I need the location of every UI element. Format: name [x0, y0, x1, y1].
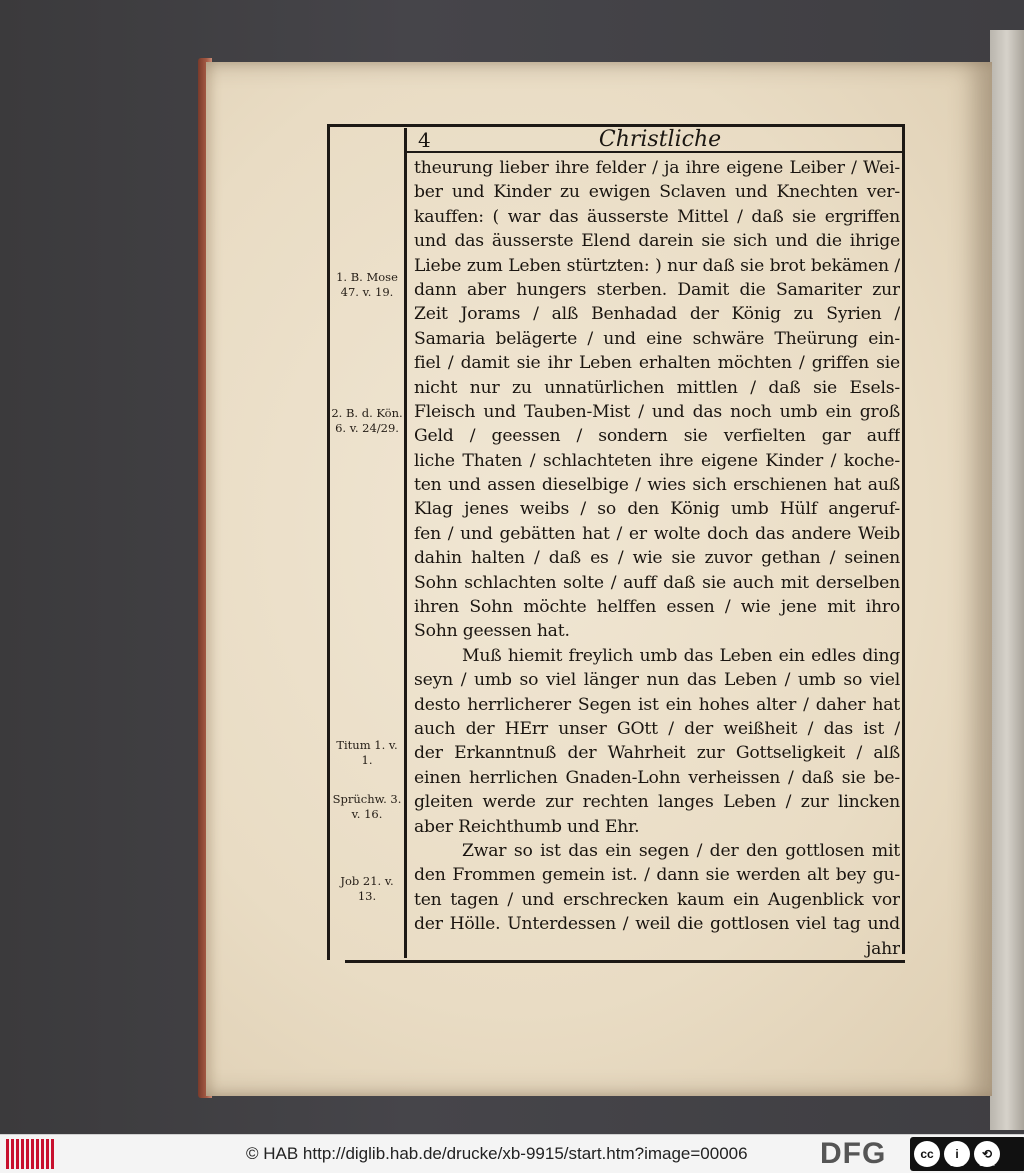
text-line: ihren Sohn möchte helffen essen / wie jene mit ihro	[414, 597, 900, 618]
text-line: aber Reichthumb und Ehr.	[414, 816, 640, 837]
text-line: und das äusserste Elend darein sie sich und die ihrige	[414, 231, 900, 252]
margin-note	[330, 792, 404, 822]
margin-note	[330, 406, 404, 436]
attribution-link[interactable]: © HAB http://diglib.hab.de/drucke/xb-9915/start.htm?image=00006	[246, 1144, 748, 1163]
page-number: 4	[418, 128, 431, 152]
margin-note-line: 2. B. d. Kön.	[331, 406, 403, 420]
text-line: der Hölle. Unterdessen / weil die gottlosen viel tag und	[414, 914, 900, 935]
text-line: fiel / damit sie ihr Leben erhalten möchten / griffen sie	[414, 353, 900, 374]
text-line: Zwar so ist das ein segen / der den gottlosen mit	[462, 840, 900, 861]
margin-note-line: v. 16.	[351, 807, 383, 821]
text-line: nicht nur zu unnatürlichen mittlen / daß sie Esels-	[414, 377, 900, 398]
text-line: Samaria belägerte / und eine schwäre Theürung ein-	[414, 328, 900, 349]
text-line: dann aber hungers sterben. Damit die Samariter zur	[414, 279, 900, 300]
text-line: ber und Kinder zu ewigen Sclaven und Knechten ver-	[414, 182, 900, 203]
text-line: ten und assen dieselbige / wies sich erschienen hat auß	[414, 475, 900, 496]
text-line: Klag jenes weibs / so den König umb Hülf angeruf-	[414, 499, 900, 520]
running-head: Christliche	[598, 127, 722, 152]
next-page-edge	[990, 30, 1024, 1130]
margin-note-line: 6. v. 24/29.	[335, 421, 399, 435]
text-line: seyn / umb so viel länger nun das Leben / umb so viel	[414, 670, 900, 691]
cc-icon: cc	[914, 1141, 940, 1167]
margin-note	[330, 270, 404, 300]
frame-rule-right	[902, 124, 905, 954]
margin-note-line: 47. v. 19.	[340, 285, 394, 299]
text-line: den Frommen gemein ist. / dann sie werden alt bey gu-	[414, 865, 900, 886]
text-line: Fleisch und Tauben-Mist / und das noch umb ein groß	[414, 401, 900, 422]
margin-note	[330, 738, 404, 768]
text-line: dahin halten / daß es / wie sie zuvor gethan / seinen	[414, 548, 900, 569]
frame-rule-left	[327, 124, 330, 960]
frame-rule-margin	[404, 128, 407, 958]
text-line: desto herrlicherer Segen ist ein hohes alter / daher hat	[414, 694, 900, 715]
footer-bar	[0, 1134, 1024, 1173]
text-line: der Erkanntnuß der Wahrheit zur Gottseligkeit / alß	[414, 743, 900, 764]
hab-logo-icon[interactable]	[6, 1139, 54, 1169]
text-line: theurung lieber ihre felder / ja ihre eigene Leiber / Wei-	[414, 158, 900, 178]
text-line: Sohn geessen hat.	[414, 621, 570, 642]
catchword: jahr	[865, 938, 900, 959]
margin-note	[330, 874, 404, 904]
license-labels: BY SA	[950, 1161, 1001, 1168]
text-line: einen herrlichen Gnaden-Lohn verheissen / daß sie be-	[414, 767, 900, 788]
margin-note-line: Titum 1. v. 1.	[336, 738, 398, 767]
by-attribution-icon: i	[944, 1141, 970, 1167]
text-line: ten tagen / und erschrecken kaum ein Augenblick vor	[414, 889, 900, 910]
margin-note-line: Job 21. v. 13.	[340, 874, 394, 903]
share-alike-icon: ⟲	[974, 1141, 1000, 1167]
text-line: Zeit Jorams / alß Benhadad der König zu Syrien /	[414, 304, 900, 325]
margin-note-line: Sprüchw. 3.	[332, 792, 402, 806]
text-line: Sohn schlachten solte / auff daß sie auch mit derselben	[414, 572, 900, 593]
text-line: Geld / geessen / sondern sie verfielten gar auff	[414, 426, 900, 447]
dfg-logo[interactable]: DFG	[820, 1137, 887, 1170]
text-line: kauffen: ( war das äusserste Mittel / daß sie ergriffen	[414, 206, 900, 227]
text-line: gleiten werde zur rechten langes Leben / zur lincken	[414, 792, 900, 813]
text-line: liche Thaten / schlachteten ihre eigene Kinder / koche-	[414, 450, 900, 471]
margin-note-line: 1. B. Mose	[336, 270, 398, 284]
body-text	[414, 156, 900, 961]
text-line: fen / und gebätten hat / er wolte doch das andere Weib	[414, 523, 900, 544]
text-line: Liebe zum Leben stürtzten: ) nur daß sie brot bekämen /	[414, 255, 900, 276]
text-line: auch der HErr unser GOtt / der weißheit / das ist /	[414, 718, 900, 739]
text-line: Muß hiemit freylich umb das Leben ein edles ding	[462, 645, 900, 666]
